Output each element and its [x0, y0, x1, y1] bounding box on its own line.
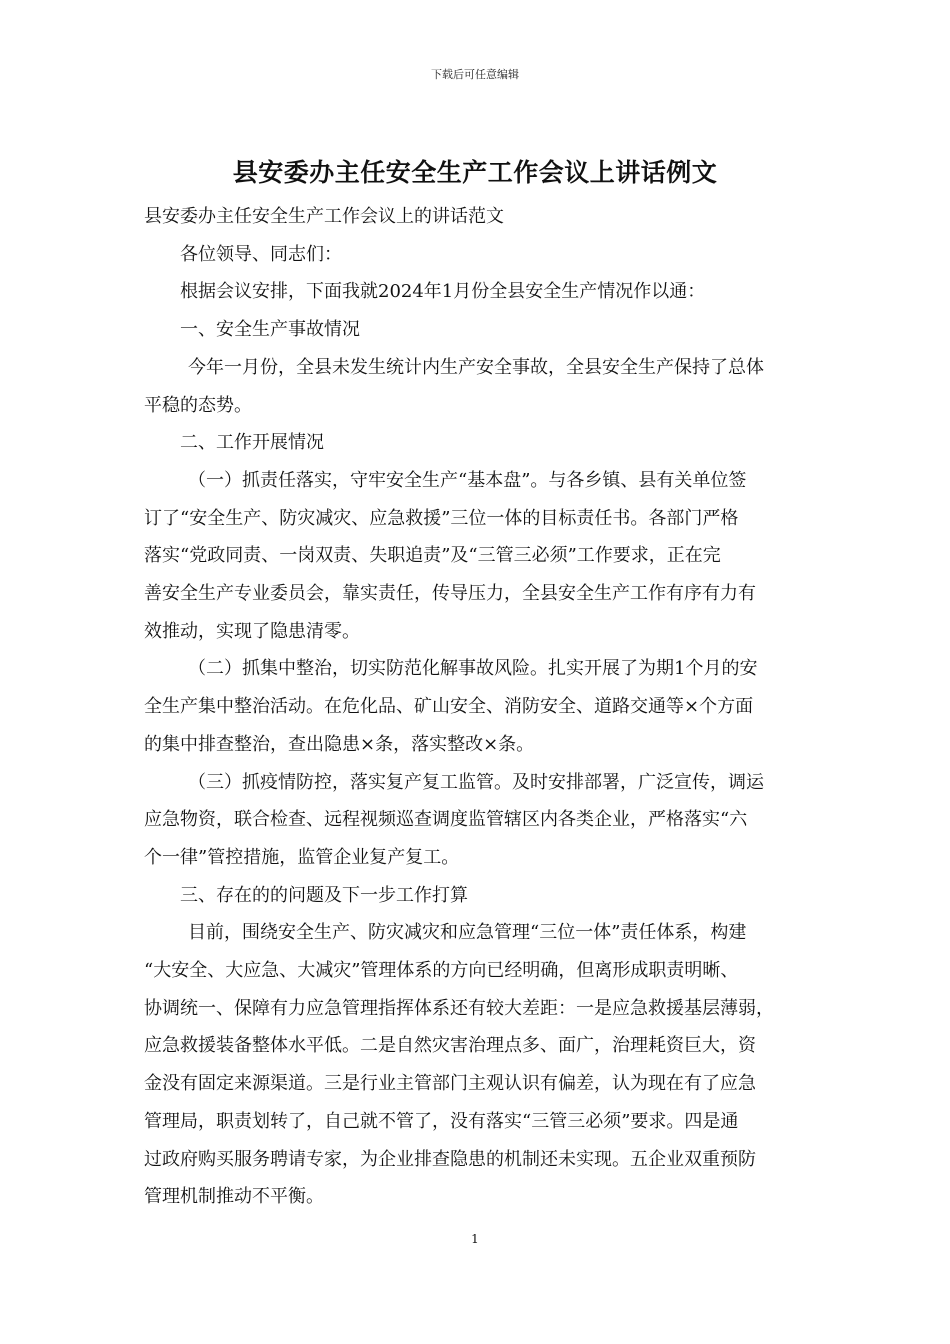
text-line: 根据会议安排，下面我就2024年1月份全县安全生产情况作以通： — [180, 281, 706, 303]
text-line: 善安全生产专业委员会，靠实责任，传导压力，全县安全生产工作有序有力有 — [144, 583, 756, 605]
text-line: 管理机制推动不平衡。 — [144, 1186, 324, 1208]
document-title: 县安委办主任安全生产工作会议上讲话例文 — [232, 158, 718, 187]
section-heading: 二、工作开展情况 — [180, 432, 324, 454]
text-line: 的集中排查整治，查出隐患×条，落实整改×条。 — [144, 733, 535, 755]
text-line: 今年一月份，全县未发生统计内生产安全事故，全县安全生产保持了总体 — [188, 356, 764, 378]
text-line: （二）抓集中整治，切实防范化解事故风险。扎实开展了为期1个月的安 — [188, 658, 758, 680]
text-line: 效推动，实现了隐患清零。 — [144, 620, 360, 642]
header-note: 下载后可任意编辑 — [431, 68, 519, 81]
text-line: 协调统一、保障有力应急管理指挥体系还有较大差距：一是应急救援基层薄弱， — [144, 997, 774, 1019]
text-line: （三）抓疫情防控，落实复产复工监管。及时安排部署，广泛宣传，调运 — [188, 771, 764, 793]
text-line: 全生产集中整治活动。在危化品、矿山安全、消防安全、道路交通等×个方面 — [144, 696, 754, 718]
salutation: 各位领导、同志们： — [180, 243, 342, 265]
section-heading: 三、存在的的问题及下一步工作打算 — [180, 884, 468, 906]
section-heading: 一、安全生产事故情况 — [180, 319, 360, 341]
text-line: 过政府购买服务聘请专家，为企业排查隐患的机制还未实现。五企业双重预防 — [144, 1148, 756, 1170]
text-line: 县安委办主任安全生产工作会议上的讲话范文 — [144, 206, 504, 227]
text-line: 落实“党政同责、一岗双责、失职追责”及“三管三必须”工作要求，正在完 — [144, 545, 721, 567]
text-line: 应急物资，联合检查、远程视频巡查调度监管辖区内各类企业，严格落实“六 — [144, 809, 748, 831]
document-body — [144, 198, 808, 1216]
text-line: 个一律”管控措施，监管企业复产复工。 — [144, 846, 460, 868]
text-line: 目前，围绕安全生产、防灾减灾和应急管理“三位一体”责任体系，构建 — [188, 922, 747, 944]
text-line: 订了“安全生产、防灾减灾、应急救援”三位一体的目标责任书。各部门严格 — [144, 507, 739, 529]
text-line: 金没有固定来源渠道。三是行业主管部门主观认识有偏差，认为现在有了应急 — [144, 1073, 756, 1095]
text-line: 平稳的态势。 — [144, 394, 252, 416]
text-line: “大安全、大应急、大减灾”管理体系的方向已经明确，但离形成职责明晰、 — [144, 960, 739, 982]
page-number: 1 — [471, 1232, 479, 1246]
text-line: （一）抓责任落实，守牢安全生产“基本盘”。与各乡镇、县有关单位签 — [188, 469, 747, 491]
text-line: 应急救援装备整体水平低。二是自然灾害治理点多、面广，治理耗资巨大，资 — [144, 1035, 756, 1057]
text-line: 管理局，职责划转了，自己就不管了，没有落实“三管三必须”要求。四是通 — [144, 1110, 739, 1132]
